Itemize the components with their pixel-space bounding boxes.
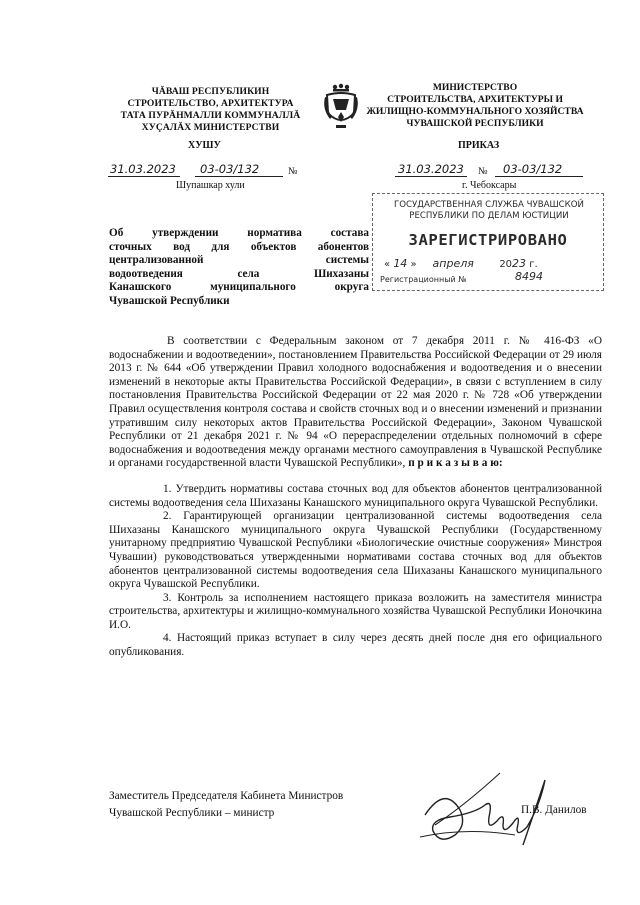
stamp-quote-open: « — [384, 259, 391, 270]
intro-paragraph — [109, 335, 602, 471]
number-label-left: № — [288, 166, 298, 177]
stamp-date — [384, 257, 599, 270]
stamp-year-prefix: 20 — [499, 259, 513, 270]
stamp-agency — [380, 200, 598, 222]
title-line: сточных вод для объектов абонентов — [109, 240, 369, 253]
header-left-line: ХУÇАЛĂХ МИНИСТЕРСТВИ — [141, 122, 280, 133]
stamp-year-unit: г. — [529, 259, 538, 270]
document-body — [109, 335, 602, 660]
header-right-line: ЖИЛИЩНО-КОММУНАЛЬНОГО ХОЗЯЙСТВА — [366, 106, 584, 117]
stamp-registration — [380, 270, 600, 284]
header-left-line: ЧĂВАШ РЕСПУБЛИКИН — [151, 86, 270, 97]
stamp-reg-label: Регистрационный № — [380, 275, 467, 284]
doc-type-russian: ПРИКАЗ — [458, 140, 500, 151]
signer-name: П.В. Данилов — [521, 804, 587, 816]
number-handwritten-left: 03-03/132 — [200, 162, 260, 176]
stamp-reg-number: 8494 — [515, 270, 543, 283]
stamp-month: апреля — [432, 257, 474, 270]
order-word: п р и к а з ы в а ю: — [408, 457, 503, 470]
order-item: 4. Настоящий приказ вступает в силу через десять дней после дня его официального опубликования. — [109, 632, 602, 659]
title-line: Чувашской Республики — [109, 294, 230, 307]
document-title — [109, 227, 369, 309]
signer-position-line: Чувашской Республики – министр — [109, 807, 275, 819]
chuvash-emblem-icon — [322, 83, 360, 131]
stamp-year-suffix: 23 — [512, 257, 527, 270]
date-handwritten-left: 31.03.2023 — [110, 162, 176, 176]
order-item: 2. Гарантирующей организации централизованной системы водоотведения села Шихазаны Канашского муниципального округа Чувашской Республики (Государственному унитарному предприятию Чувашской Республики «Биологические очистные сооружения» Минстроя Чувашии) руководствоваться утвержденными нормативами состава сточных вод для объектов абонентов централизованной системы водоотведения села Шихазаны Канашского муниципального округа Чувашской Республики. — [109, 510, 602, 591]
number-underline-left — [195, 176, 283, 177]
number-handwritten-right: 03-03/132 — [503, 162, 563, 176]
place-russian: г. Чебоксары — [462, 180, 517, 191]
stamp-agency-line: ГОСУДАРСТВЕННАЯ СЛУЖБА ЧУВАШСКОЙ — [394, 200, 584, 210]
header-right-russian — [365, 82, 585, 130]
title-line: водоотведения села Шихазаны — [109, 267, 369, 280]
place-chuvash: Шупашкар хули — [176, 180, 245, 191]
stamp-day: 14 — [393, 257, 408, 270]
header-left-line: СТРОИТЕЛЬСТВО, АРХИТЕКТУРА — [127, 98, 294, 109]
date-underline-right — [395, 176, 467, 177]
number-underline-right — [495, 176, 583, 177]
title-line: Канашского муниципального округа — [109, 281, 369, 294]
date-handwritten-right: 31.03.2023 — [398, 162, 464, 176]
title-line: Об утверждении норматива состава — [109, 227, 369, 239]
signer-position-line: Заместитель Председателя Кабинета Министров — [109, 790, 344, 802]
order-item: 1. Утвердить нормативы состава сточных вод для объектов абонентов централизованной системы водоотведения села Шихазаны Канашского муниципального округа Чувашской Республики. — [109, 482, 602, 509]
registration-stamp — [372, 193, 604, 291]
number-label-right: № — [478, 166, 488, 177]
intro-text: В соответствии с Федеральным законом от 7 декабря 2011 г. № 416-ФЗ «О водоснабжении и водоотведении», постановлением Правительства Российской Федерации от 29 июля 2013 г. № 644 «Об утверждении Правил холодного водоснабжения и водоотведения и о внесении изменений в некоторые акты Правительства Российской Федерации», в связи с вступлением в силу постановления Правительства Российской Федерации от 22 мая 2020 г. № 728 «Об утверждении Правил осуществления контроля состава и свойств сточных вод и о внесении изменений и признании утратившим силу некоторых актов Правительства Российской Федерации», Законом Чувашской Республики от 21 декабря 2021 г. № 94 «О перераспределении отдельных полномочий в сфере водоснабжения и водоотведения между органами местного самоуправления в Чувашской Республике и органами государственной власти Чувашской Республики», — [109, 335, 602, 470]
stamp-registered: ЗАРЕГИСТРИРОВАНО — [408, 231, 568, 249]
header-left-line: ТАТА ПУРĂНМАЛЛИ КОММУНАЛЛĂ — [120, 110, 301, 121]
signer-position — [109, 788, 343, 822]
stamp-agency-line: РЕСПУБЛИКИ ПО ДЕЛАМ ЮСТИЦИИ — [409, 211, 569, 221]
doc-type-chuvash: ХУШУ — [188, 140, 221, 151]
header-left-chuvash — [108, 86, 313, 134]
order-item: 3. Контроль за исполнением настоящего приказа возложить на заместителя министра строительства, архитектуры и жилищно-коммунального хозяйства Чувашской Республики Ионочкина И.О. — [109, 591, 602, 631]
title-line: централизованной системы — [109, 254, 369, 267]
stamp-quote-close: » — [410, 259, 417, 270]
header-right-line: МИНИСТЕРСТВО — [432, 82, 518, 93]
date-underline-left — [108, 176, 180, 177]
header-right-line: ЧУВАШСКОЙ РЕСПУБЛИКИ — [406, 118, 544, 129]
header-right-line: СТРОИТЕЛЬСТВА, АРХИТЕКТУРЫ И — [387, 94, 563, 105]
